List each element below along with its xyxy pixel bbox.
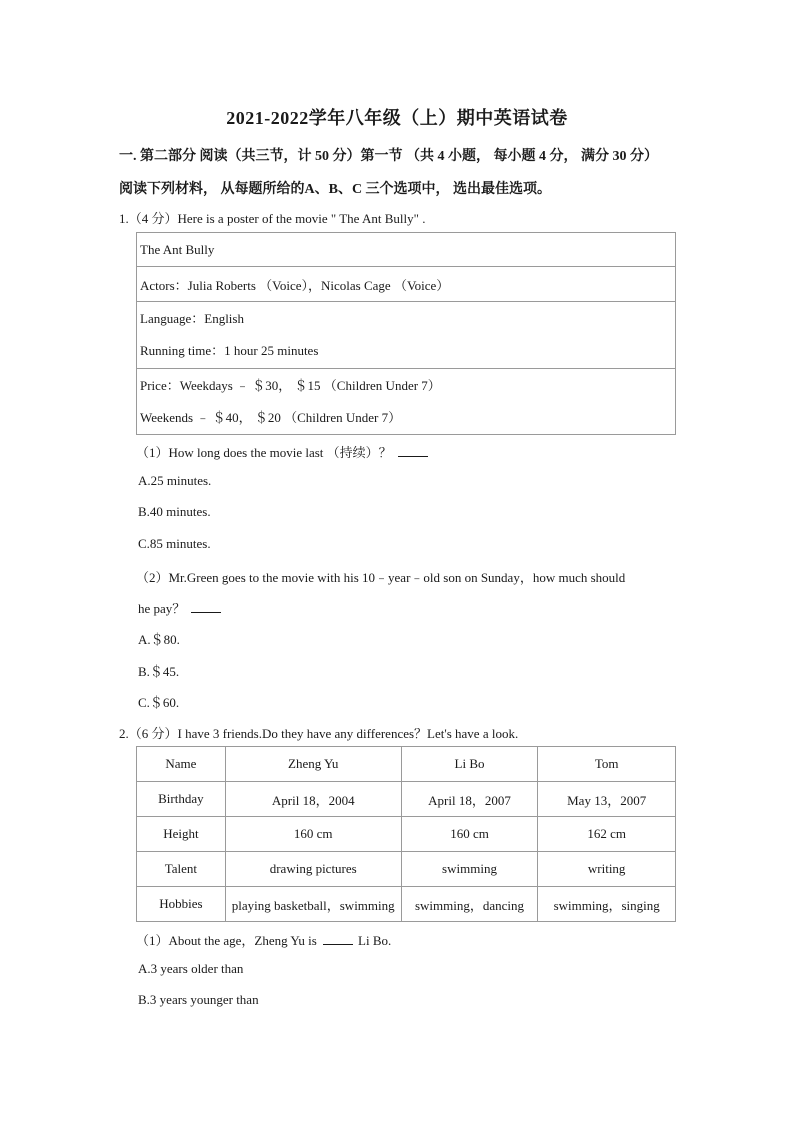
section-instruction: 阅读下列材料， 从每题所给的A、B、C 三个选项中， 选出最佳选项。 — [119, 182, 552, 197]
question-1-1-text: （1）How long does the movie last （持续）？ — [136, 445, 392, 460]
option-b: B.40 minutes. — [138, 504, 211, 519]
option-a: A.＄80. — [138, 632, 180, 647]
option-b: B.3 years younger than — [138, 992, 259, 1007]
option-c: C.85 minutes. — [138, 536, 211, 551]
table-cell: swimming，dancing — [401, 887, 538, 922]
question-1-2-line1: （2）Mr.Green goes to the movie with his 10﹣year﹣old son on Sunday，how much should — [136, 570, 626, 585]
table-cell: 162 cm — [538, 817, 676, 852]
question-1-1 — [136, 442, 428, 461]
table-cell: Talent — [137, 852, 226, 887]
question-2-stem: 2.（6 分）I have 3 friends.Do they have any differences？Let's have a look. — [119, 726, 519, 741]
table-cell: Hobbies — [137, 887, 226, 922]
poster-running-time: Running time：1 hour 25 minutes — [140, 343, 319, 358]
question-2-1-text-after: Li Bo. — [358, 933, 392, 948]
table-cell: May 13，2007 — [538, 782, 676, 817]
option-c: C.＄60. — [138, 695, 180, 710]
table-cell: Birthday — [137, 782, 226, 817]
poster-cell-info — [137, 302, 676, 369]
table-row — [137, 887, 676, 922]
question-2-1-text-before: （1）About the age，Zheng Yu is — [136, 933, 317, 948]
table-cell: swimming — [401, 852, 538, 887]
question-1-2-line2 — [138, 598, 221, 617]
question-2-1 — [136, 930, 391, 949]
table-header-cell: Name — [137, 747, 226, 782]
table-header-cell: Li Bo — [401, 747, 538, 782]
table-row — [137, 817, 676, 852]
answer-blank[interactable] — [191, 600, 221, 613]
exam-title: 2021-2022学年八年级（上）期中英语试卷 — [226, 108, 568, 128]
poster-actors: Actors：Julia Roberts （Voice），Nicolas Cage （Voice） — [140, 277, 450, 293]
movie-poster-table — [136, 232, 676, 435]
table-cell: April 18，2007 — [401, 782, 538, 817]
table-header-row — [137, 747, 676, 782]
question-1-stem: 1.（4 分）Here is a poster of the movie " The Ant Bully" . — [119, 211, 426, 226]
poster-cell-actors — [137, 267, 676, 302]
poster-movie-name: The Ant Bully — [140, 241, 215, 257]
poster-cell-price — [137, 369, 676, 435]
option-a: A.3 years older than — [138, 961, 244, 976]
poster-price-weekends: Weekends ﹣ ＄40， ＄20 （Children Under 7） — [140, 409, 402, 425]
poster-language: Language：English — [140, 311, 244, 326]
table-cell: writing — [538, 852, 676, 887]
question-1-2-text: he pay？ — [138, 601, 186, 616]
table-cell: Height — [137, 817, 226, 852]
table-row — [137, 782, 676, 817]
answer-blank[interactable] — [398, 444, 428, 457]
option-a: A.25 minutes. — [138, 473, 212, 488]
table-header-cell: Tom — [538, 747, 676, 782]
option-b: B.＄45. — [138, 664, 180, 679]
table-cell: 160 cm — [225, 817, 401, 852]
table-cell: April 18，2004 — [225, 782, 401, 817]
answer-blank[interactable] — [323, 932, 353, 945]
poster-price-weekdays: Price：Weekdays ﹣ ＄30， ＄15 （Children Under 7） — [140, 377, 441, 393]
friends-table — [136, 746, 676, 922]
table-cell: playing basketball，swimming — [225, 887, 401, 922]
poster-cell-name — [137, 233, 676, 267]
table-header-cell: Zheng Yu — [225, 747, 401, 782]
table-cell: drawing pictures — [225, 852, 401, 887]
table-row — [137, 852, 676, 887]
section-heading: 一. 第二部分 阅读（共三节，计 50 分）第一节 （共 4 小题， 每小题 4 分， 满分 30 分） — [119, 149, 658, 164]
table-cell: swimming，singing — [538, 887, 676, 922]
table-cell: 160 cm — [401, 817, 538, 852]
